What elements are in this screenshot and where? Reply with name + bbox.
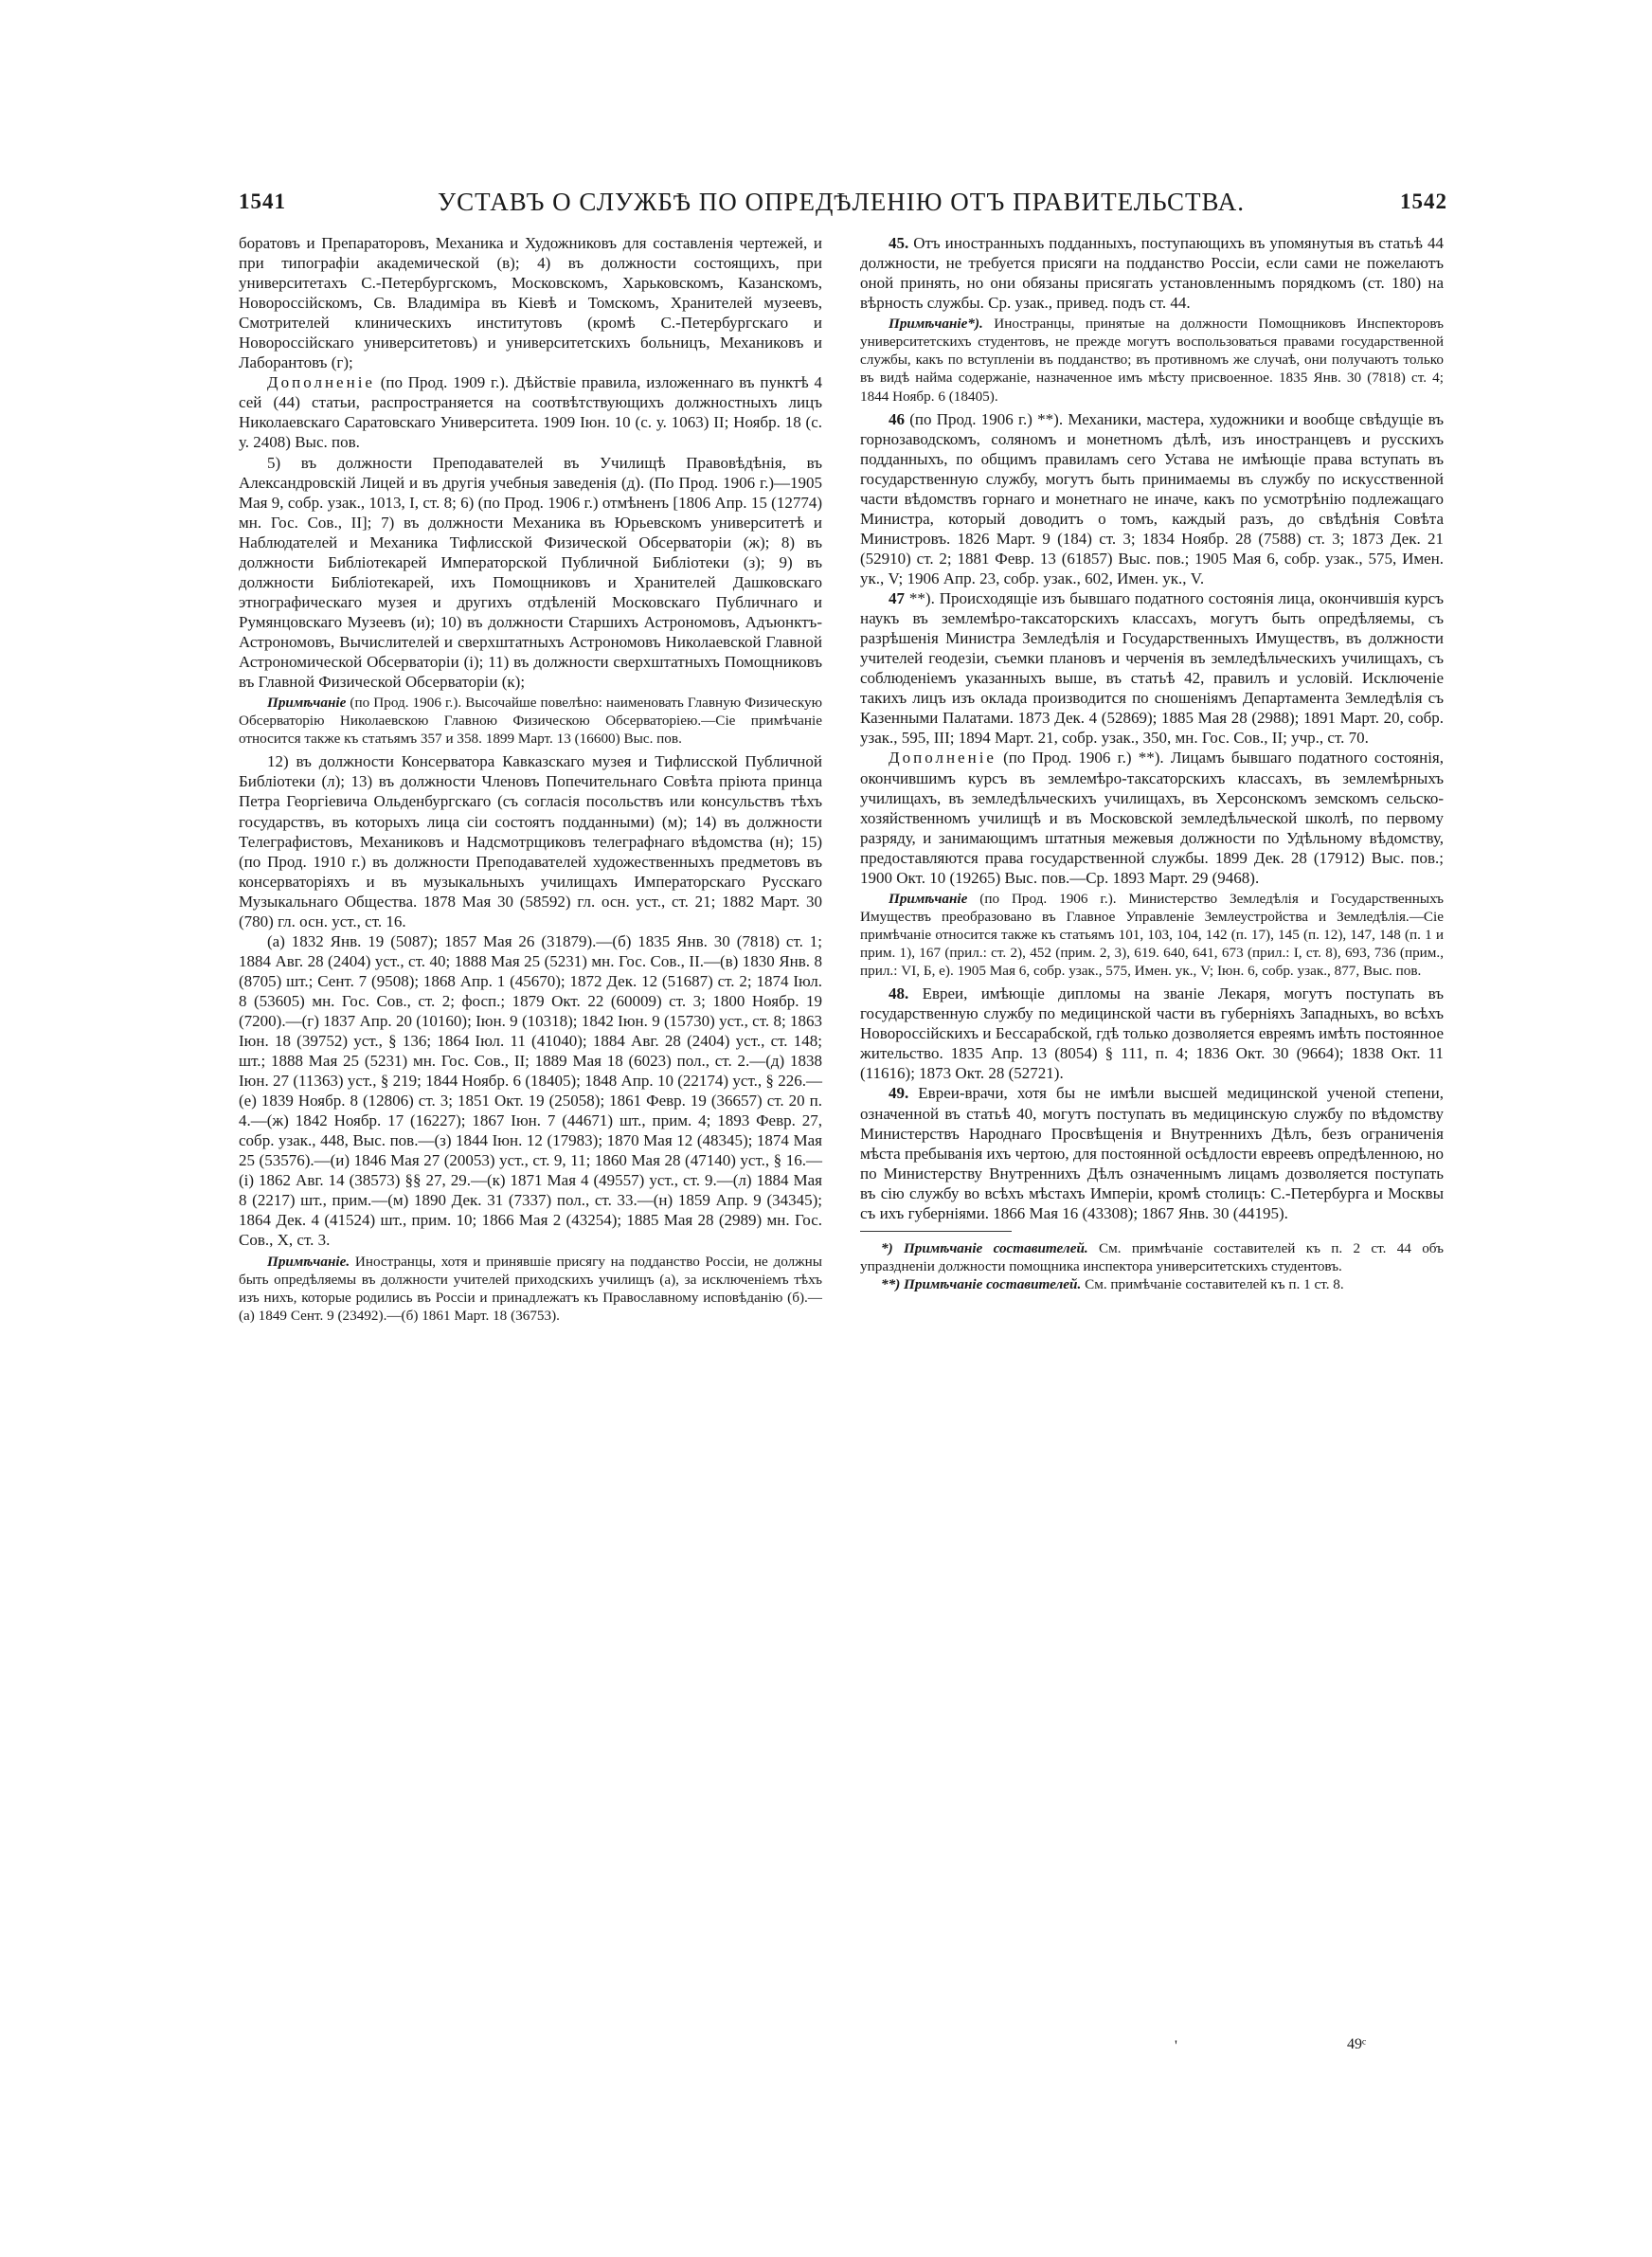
page-number-left: 1541 — [239, 190, 286, 213]
note-paragraph: Примѣчаніе (по Прод. 1906 г.). Высочайше повелѣно: наименовать Главную Физическую Обсерваторію Николаевскою Главною Физическою Обсерваторіею.—Сіе примѣчаніе относится также къ статьямъ 357 и 358. 1899 Март. 13 (16600) Выс. пов. — [239, 695, 822, 748]
article-45: 45. Отъ иностранныхъ подданныхъ, поступающихъ въ упомянутыя въ статьѣ 44 должности, не требуется присяги на подданство Россіи, если сами не пожелаютъ оной принять, но они обязаны присягать установленнымъ порядкомъ (ст. 180) на вѣрность службы. Ср. узак., привед. подъ ст. 44. — [860, 234, 1444, 313]
paragraph: боратовъ и Препараторовъ, Механика и Художниковъ для составленія чертежей, и при типографіи академической (в); 4) въ должности состоящихъ, при университетахъ С.-Петербургскомъ, Московскомъ, Харьковскомъ, Казанскомъ, Новороссійскомъ, Св. Владиміра въ Кіевѣ и Томскомъ, Хранителей музеевъ, Смотрителей клиническихъ институтовъ (кромѣ С.-Петербургскаго и Новороссійскаго университетовъ) и университетскихъ больницъ, Механиковъ и Лаборантовъ (г); — [239, 234, 822, 372]
note-paragraph: Примѣчаніе. Иностранцы, хотя и принявшіе присягу на подданство Россіи, не должны быть опредѣляемы въ должности учителей приходскихъ училищъ (а), за исключеніемъ тѣхъ изъ нихъ, которые родились въ Россіи и принадлежатъ къ Православному исповѣданію (б).—(а) 1849 Сент. 9 (23492).—(б) 1861 Март. 18 (36753). — [239, 1253, 822, 1324]
note-paragraph: Примѣчаніе*). Иностранцы, принятые на должности Помощниковъ Инспекторовъ университетскихъ студентовъ, не прежде могутъ воспользоваться правами государственной службы, какъ по вступленіи въ подданство; въ противномъ же случаѣ, они получаютъ только въ видѣ найма содержаніе, назначенное имъ мѣсту присвоенное. 1835 Янв. 30 (7818) ст. 4; 1844 Ноябр. 6 (18405). — [860, 316, 1444, 405]
article-47: 47 **). Происходящіе изъ бывшаго податного состоянія лица, окончившія курсъ наукъ въ землемѣро-таксаторскихъ классахъ, могутъ быть опредѣляемы, съ разрѣшенія Министра Земледѣлія и Государственныхъ Имуществъ, въ должности учителей геодезіи, съемки плановъ и черченія въ земледѣльческихъ училищахъ, съ соблюденіемъ указанныхъ выше, въ статьѣ 42, правилъ и условій. Исключеніе такихъ лицъ изъ оклада производится по сношеніямъ Департамента Земледѣлія съ Казенными Палатами. 1873 Дек. 4 (52869); 1885 Мая 28 (2988); 1891 Март. 20, собр. узак., 595, III; 1894 Март. 21, собр. узак., 350, мн. Гос. Сов., II; учр., ст. 70. — [860, 589, 1444, 748]
signature-mark: 49ᶜ — [1347, 2036, 1367, 2052]
print-mark: ' — [1175, 2038, 1177, 2054]
footnote: **) Примѣчаніе составителей. См. примѣчаніе составителей къ п. 1 ст. 8. — [881, 1275, 1344, 1292]
article-46: 46 (по Прод. 1906 г.) **). Механики, мастера, художники и вообще свѣдущіе въ горнозаводскомъ, соляномъ и монетномъ дѣлѣ, изъ иностранцевъ и русскихъ подданныхъ, по общимъ правиламъ сего Устава не имѣющіе права вступать въ государственную службу, могутъ быть принимаемы въ службу по искусственной части вѣдомствъ горнаго и монетнаго не иначе, какъ по усмотрѣнію подлежащаго Министра, который доводитъ о томъ, каждый разъ, до свѣдѣнія Совѣта Министровъ. 1826 Март. 9 (184) ст. 3; 1834 Ноябр. 28 (7588) ст. 3; 1873 Дек. 21 (52910) ст. 2; 1881 Февр. 13 (61857) Выс. пов.; 1905 Мая 6, собр. узак., 575, Имен. ук., V; 1906 Апр. 23, собр. узак., 602, Имен. ук., V. — [860, 409, 1444, 588]
footnote: *) Примѣчаніе составителей. См. примѣчаніе составителей къ п. 2 ст. 44 объ упраздненіи должности помощника инспектора университетскихъ студентовъ. — [860, 1239, 1444, 1274]
supplement-paragraph: Дополненіе (по Прод. 1909 г.). Дѣйствіе правила, изложеннаго въ пунктѣ 4 сей (44) статьи, распространяется на соотвѣтствующихъ должностныхъ лицъ Николаевскаго Саратовскаго Университета. 1909 Іюн. 10 (с. у. 1063) II; Ноябр. 18 (с. у. 2408) Выс. пов. — [239, 373, 822, 452]
citations-paragraph: (а) 1832 Янв. 19 (5087); 1857 Мая 26 (31879).—(б) 1835 Янв. 30 (7818) ст. 1; 1884 Авг. 28 (2404) уст., ст. 40; 1888 Мая 25 (5231) мн. Гос. Сов., II.—(в) 1830 Янв. 8 (8705) шт.; Сент. 7 (9508); 1868 Апр. 1 (45670); 1872 Дек. 12 (51687) ст. 2; 1874 Іюл. 8 (53605) мн. Гос. Сов., ст. 2; фосп.; 1879 Окт. 22 (60009) ст. 3; 1800 Ноябр. 19 (7200).—(г) 1837 Апр. 20 (10160); Іюн. 9 (10318); 1842 Іюн. 9 (15730) уст., ст. 8; 1863 Іюн. 18 (39752) уст., § 136; 1864 Іюл. 11 (41040); 1884 Авг. 28 (2404) уст., ст. 148; шт.; 1888 Мая 25 (5231) мн. Гос. Сов., II; 1889 Мая 18 (6023) пол., ст. 2.—(д) 1838 Іюн. 27 (11363) уст., § 219; 1844 Ноябр. 6 (18405); 1848 Апр. 10 (22174) уст., § 226.—(е) 1839 Ноябр. 8 (12806) ст. 3; 1851 Окт. 19 (25058); 1861 Февр. 19 (36657) ст. 20 п. 4.—(ж) 1842 Ноябр. 17 (16227); 1867 Іюн. 7 (44671) шт., прим. 4; 1893 Февр. 27, собр. узак., 448, Выс. пов.—(з) 1844 Іюн. 12 (17983); 1870 Мая 12 (48345); 1874 Мая 25 (53576).—(и) 1846 Мая 27 (20053) уст., ст. 9, 11; 1860 Мая 28 (47140) уст., § 16.—(і) 1862 Авг. 14 (38573) §§ 27, 29.—(к) 1871 Мая 4 (49557) уст., ст. 9.—(л) 1884 Мая 8 (2217) шт., прим.—(м) 1890 Дек. 31 (7337) пол., ст. 33.—(н) 1859 Апр. 9 (34345); 1864 Дек. 4 (41524) шт., прим. 10; 1866 Мая 2 (43254); 1885 Мая 28 (2989) мн. Гос. Сов., X, ст. 3. — [239, 931, 822, 1250]
paragraph: 5) въ должности Преподавателей въ Училищѣ Правовѣдѣнія, въ Александровскій Лицей и въ другія учебныя заведенія (д). (По Прод. 1906 г.)—1905 Мая 9, собр. узак., 1013, I, ст. 8; 6) (по Прод. 1906 г.) отмѣненъ [1806 Апр. 15 (12774) мн. Гос. Сов., II]; 7) въ должности Механика въ Юрьевскомъ университетѣ и Наблюдателей и Механика Тифлисской Физической Обсерваторіи (ж); 8) въ должности Библіотекарей Императорской Публичной Библіотеки (з); 9) въ должности Библіотекарей, ихъ Помощниковъ и Хранителей Дашковскаго этнографическаго музея и другихъ отдѣленій Московскаго Публичнаго и Румянцовскаго Музеевъ (и); 10) въ должности Старшихъ Астрономовъ, Адъюнктъ-Астрономовъ, Вычислителей и сверхштатныхъ Астрономовъ Николаевской Главной Астрономической Обсерваторіи (і); 11) въ должности сверхштатныхъ Помощниковъ въ Главной Физической Обсерваторіи (к); — [239, 453, 822, 692]
paragraph: 12) въ должности Консерватора Кавказскаго музея и Тифлисской Публичной Библіотеки (л); 13) въ должности Членовъ Попечительнаго Совѣта пріюта принца Петра Георгіевича Ольденбургскаго (съ согласія посольствъ или консульствъ тѣхъ государствъ, въ которыхъ лица сіи состоятъ подданными) (м); 14) въ должности Телеграфистовъ, Механиковъ и Надсмотрщиковъ телеграфнаго вѣдомства (н); 15) (по Прод. 1910 г.) въ должности Преподавателей художественныхъ предметовъ въ консерваторіяхъ и въ музыкальныхъ училищахъ Императорскаго Русскаго Музыкальнаго Общества. 1878 Мая 30 (58592) гл. осн. уст., ст. 21; 1882 Март. 30 (780) гл. осн. уст., ст. 16. — [239, 752, 822, 930]
left-column — [239, 233, 822, 1328]
note-paragraph: Примѣчаніе (по Прод. 1906 г.). Министерство Земледѣлія и Государственныхъ Имуществъ преобразовано въ Главное Управленіе Землеустройства и Земледѣлія.—Сіе примѣчаніе относится также къ статьямъ 101, 103, 104, 142 (п. 17), 145 (п. 12), 147, 148 (п. 1 и прим. 1), 167 (прил.: ст. 2), 452 (прим. 2, 3), 619. 640, 641, 673 (прил.: I, ст. 8), 693, 736 (прим., прил.: VI, Б, е). 1905 Мая 6, собр. узак., 575, Имен. ук., V; Іюн. 6, собр. узак., 877, Выс. пов. — [860, 890, 1444, 980]
right-column — [860, 233, 1444, 1293]
running-header — [235, 190, 1447, 227]
article-49: 49. Евреи-врачи, хотя бы не имѣли высшей медицинской ученой степени, означенной въ статьѣ 40, могутъ поступать въ медицинскую службу по вѣдомству Министерствъ Народнаго Просвѣщенія и Внутреннихъ Дѣлъ, безъ ограниченія мѣста пребыванія ихъ чертою, для постоянной осѣдлости евреевъ опредѣленною, но по Министерству Внутреннихъ Дѣлъ означеннымъ лицамъ дозволяется поступать въ сію службу во всѣхъ мѣстахъ Имперіи, кромѣ столицъ: С.-Петербурга и Москвы съ ихъ губерніями. 1866 Мая 16 (43308); 1867 Янв. 30 (44195). — [860, 1084, 1444, 1222]
page-number-right: 1542 — [1400, 190, 1447, 213]
supplement-paragraph: Дополненіе (по Прод. 1906 г.) **). Лицамъ бывшаго податного состоянія, окончившимъ курсъ въ землемѣро-таксаторскихъ классахъ, въ землемѣрныхъ училищахъ, въ земледѣльческихъ училищахъ, въ Херсонскомъ земскомъ сельско-хозяйственномъ училищѣ и въ Московской земледѣльческой школѣ, по первому разряду, и занимающимъ штатныя межевыя должности по Удѣльному вѣдомству, предоставляются права государственной службы. 1899 Дек. 28 (17912) Выс. пов.; 1900 Окт. 10 (19265) Выс. пов.—Ср. 1893 Март. 29 (9468). — [860, 749, 1444, 887]
running-title: УСТАВЪ О СЛУЖБѢ ПО ОПРЕДѢЛЕНІЮ ОТЪ ПРАВИТЕЛЬСТВА. — [437, 188, 1245, 216]
article-48: 48. Евреи, имѣющіе дипломы на званіе Лекаря, могутъ поступать въ государственную службу по медицинской части въ губерніяхъ Западныхъ, во всѣхъ Новороссійскихъ и Бессарабской, гдѣ только дозволяется евреямъ имѣть постоянное жительство. 1835 Апр. 13 (8054) § 111, п. 4; 1836 Окт. 30 (9664); 1838 Окт. 11 (11616); 1873 Окт. 28 (52721). — [860, 984, 1444, 1083]
footnote-divider — [860, 1231, 1012, 1232]
